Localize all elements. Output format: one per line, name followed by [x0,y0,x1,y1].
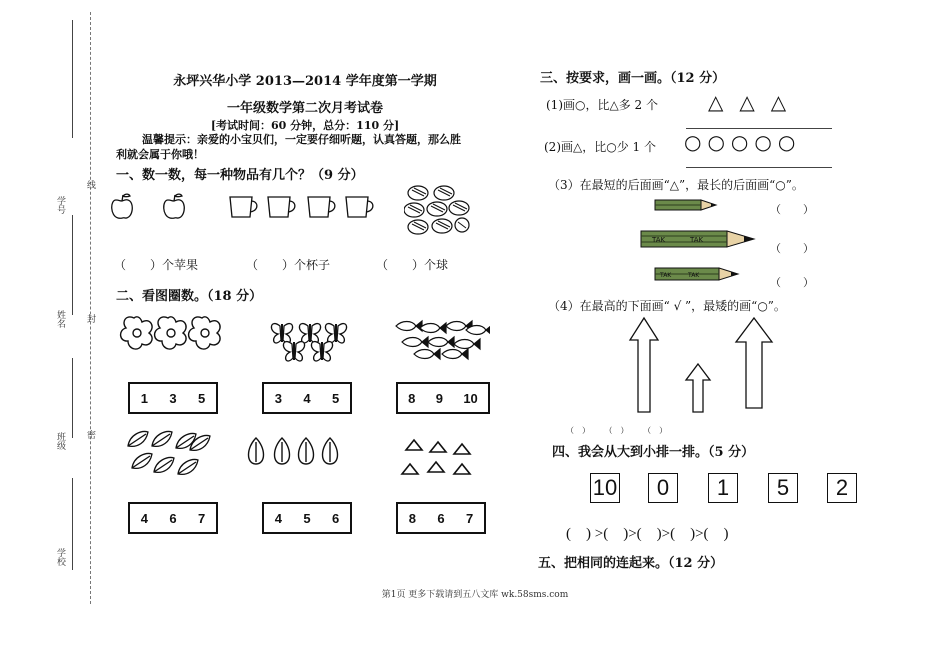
q3-heading: 三、按要求，画一画。（12 分） [540,71,726,86]
sidebar-line-xuexiao [72,478,73,570]
title-line-1: 永坪兴华小学 2013—2014 学年度第一学期 [173,74,437,89]
triangle-icon [402,464,418,474]
q3-item2-circles [684,130,801,154]
q2-box2-num[interactable]: 4 [303,390,311,406]
apple-group [108,190,198,222]
pencil-short [654,198,718,212]
tip-line-1: 温馨提示：亲爱的小宝贝们，一定要仔细听题，认真答题，那么胜 [142,133,461,146]
q2-box2-num[interactable]: 3 [274,390,282,406]
q4-number-box: 1 [708,473,738,503]
q2-box2-num[interactable]: 5 [332,390,340,406]
drop-leaf-icon [323,438,338,464]
butterfly-icon [325,324,346,343]
drop-leaf-icon [299,438,314,464]
fish-icon [454,339,480,349]
fish-icon [442,349,468,359]
leaf-icon [154,458,174,473]
q4-number-box: 10 [590,473,620,503]
pencil-brand-label: TAK [690,236,704,244]
q2-number-box-1[interactable] [128,382,218,414]
triangle-icon: △ [708,90,740,114]
leaf-group [126,430,212,480]
flower-icon [155,317,187,349]
page-footer: 第1页 更多下载请到五八文库 wk.58sms.com [381,590,569,600]
q2-box6-num[interactable]: 6 [437,510,445,526]
q2-number-box-6[interactable] [396,502,486,534]
circle-icon: ○ [777,130,802,154]
q2-box4-num[interactable]: 4 [140,510,148,526]
fish-icon [428,337,454,347]
pencil-medium-paren[interactable]: （ ） [770,276,814,289]
flower-icon [189,317,221,349]
triangle-group-q2 [400,438,478,480]
q2-number-box-4[interactable] [128,502,218,534]
sidebar-line-xing [72,215,73,315]
q2-box3-num[interactable]: 9 [435,390,443,406]
q4-number-box: 2 [827,473,857,503]
pencil-long [640,228,756,250]
drop-leaf-icon [249,438,264,464]
q3-item1-triangles [708,90,802,114]
apple-icon [112,194,133,218]
leaf-icon [132,454,152,469]
sidebar-line-xuehao [72,20,73,138]
q2-box1-num[interactable]: 5 [198,390,206,406]
exam-info: [考试时间：60 分钟，总分：110 分] [210,119,400,132]
q2-box4-num[interactable]: 7 [198,510,206,526]
fish-icon [414,349,440,359]
arrow-group [624,316,776,416]
cup-group [228,193,376,223]
fish-group [394,318,490,362]
q4-heading: 四、我会从大到小排一排。（5 分） [552,445,755,460]
q2-box3-num[interactable]: 10 [463,390,478,406]
q4-order-answer[interactable]: ( ) >( )>( )>( )>( ) [566,526,729,542]
cup-icon [230,197,257,217]
triangle-icon [428,462,444,472]
flower-icon [121,317,153,349]
arrow-medium-icon [630,318,658,412]
pencil-medium [654,266,740,282]
circle-icon: ○ [707,130,731,154]
q2-heading: 二、看图圈数。（18 分） [116,289,263,304]
sidebar-line-banji [72,358,73,438]
sidebar-label-xuehao: 学号 [55,196,65,214]
apple-icon [164,194,185,218]
q2-box1-num[interactable]: 1 [140,390,148,406]
ball-group [404,184,470,236]
circle-icon: ○ [730,130,755,154]
q2-box6-num[interactable]: 8 [408,510,416,526]
q1-answer-ball[interactable]: （ ）个球 [376,258,449,272]
q2-number-box-5[interactable] [262,502,352,534]
arrow-paren-2[interactable]: （ ） [604,426,629,435]
leaf-icon [152,432,172,447]
q2-box6-num[interactable]: 7 [466,510,474,526]
q3-item-2: (2)画△，比○少 1 个 [544,140,656,154]
butterfly-icon [311,342,332,361]
arrow-paren-row [566,425,667,436]
sidebar-label-xing: 姓名 [55,310,65,328]
fish-icon [396,321,422,331]
sidebar-label-xuexiao: 学校 [55,548,65,566]
sidebar-label-banji: 班级 [55,432,65,450]
butterfly-icon [283,342,304,361]
q3-item-3: （3）在最短的后面画“△”，最长的后面画“○”。 [548,178,804,192]
q1-answer-apple[interactable]: （ ）个苹果 [114,258,199,272]
triangle-icon: △ [739,90,771,114]
triangle-icon [454,444,470,454]
triangle-icon [430,442,446,452]
arrow-paren-1[interactable]: （ ） [566,426,590,435]
q2-box3-num[interactable]: 8 [408,390,416,406]
cup-icon [308,197,335,217]
q1-heading: 一、数一数，每一种物品有几个？（9 分） [116,168,364,183]
title-line-2: 一年级数学第二次月考试卷 [226,101,383,116]
gourd-leaf-group [244,436,344,468]
sidebar-cut-mark-3: 密 [85,430,95,439]
circle-icon: ○ [754,130,778,154]
q2-box5-num[interactable]: 5 [303,510,311,526]
q5-heading: 五、把相同的连起来。（12 分） [538,556,724,571]
q2-box1-num[interactable]: 3 [169,390,177,406]
triangle-icon [406,440,422,450]
sidebar-cut-mark-2: 封 [85,314,95,323]
q4-number-box: 0 [648,473,678,503]
q2-box4-num[interactable]: 6 [169,510,177,526]
cup-icon [268,197,295,217]
pencil-brand-label: TAK [652,236,666,244]
leaf-icon [178,460,198,475]
q4-number-box: 5 [768,473,798,503]
arrow-short-icon [686,364,710,412]
q2-box5-num[interactable]: 4 [274,510,282,526]
leaf-icon [128,432,148,447]
fish-icon [402,337,428,347]
fish-icon [420,323,446,333]
sidebar-cut-mark-1: 线 [85,180,95,189]
sidebar-dashed-rule [90,12,91,604]
arrow-tall-icon [736,318,772,408]
pencil-brand-label: TAK [688,272,700,279]
flower-group [118,314,222,354]
butterfly-group [268,316,352,364]
cup-icon [346,197,373,217]
pencil-short-paren[interactable]: （ ） [770,203,814,216]
drop-leaf-icon [275,438,290,464]
butterfly-icon [299,324,320,343]
triangle-icon: △ [770,90,803,114]
tip-line-2: 利就会属于你哦！ [116,148,204,161]
q1-answer-cup[interactable]: （ ）个杯子 [246,258,331,272]
q3-item-4: （4）在最高的下面画“ √ ”，最矮的画“○”。 [548,299,786,313]
q3-item1-answer-line[interactable] [686,128,832,129]
pencil-brand-label: TAK [660,272,672,279]
q2-box5-num[interactable]: 6 [332,510,340,526]
butterfly-icon [271,324,292,343]
arrow-paren-3[interactable]: （ ） [643,426,668,435]
q2-number-box-3[interactable] [396,382,490,414]
circle-icon: ○ [684,130,708,154]
q3-item-1: (1)画○，比△多 2 个 [546,98,658,112]
q2-number-box-2[interactable] [262,382,352,414]
triangle-icon [454,464,470,474]
pencil-long-paren[interactable]: （ ） [770,242,814,255]
q3-item2-answer-line[interactable] [686,167,832,168]
